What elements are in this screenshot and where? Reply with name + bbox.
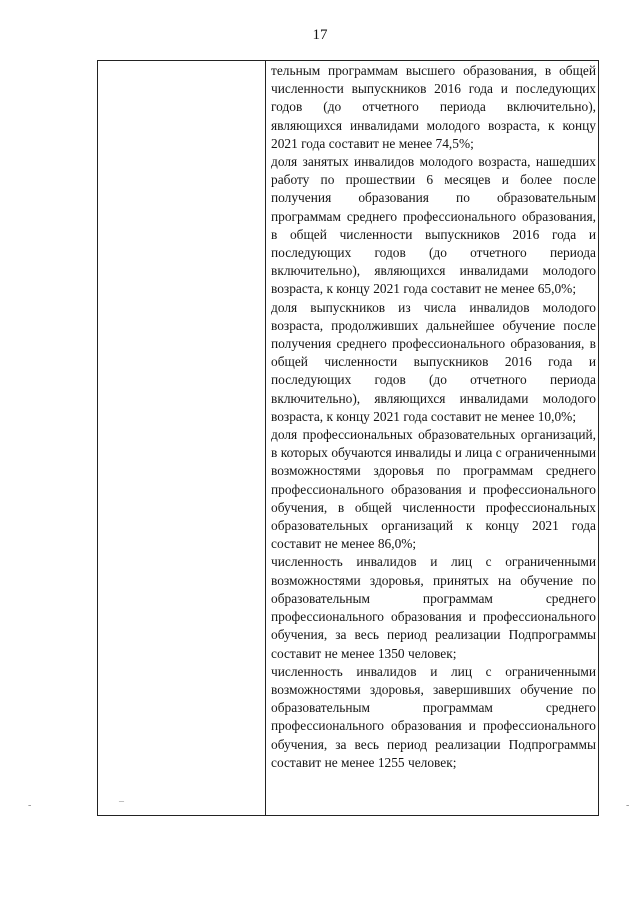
paragraph-graduated-count: численность инвалидов и лиц с ограниченными возможностями здоровья, завершивших обучение по образовательным программам среднего профессионального образования и профессионального обучения, за весь период реализации Подпрограммы составит не менее 1255 человек; — [271, 663, 596, 770]
scan-mark-middle: – — [119, 796, 124, 807]
paragraph-higher-education-share: тельным программам высшего образования, в общей численности выпускников 2016 года и последующих годов (до отчетного периода включительно), являющихся инвалидами молодого возраста, к концу 2021 года составит не менее 74,5%; — [271, 63, 596, 151]
paragraph-organizations-share: доля профессиональных образовательных организаций, в которых обучаются инвалиды и лица с ограниченными возможностями здоровья по программам среднего профессионального образования и профессионального обучения, в общей численности профессиональных образовательных организаций к концу 2021 года составит не менее 86,0%; — [271, 427, 596, 552]
indicators-cell — [271, 62, 596, 772]
paragraph-admitted-count: численность инвалидов и лиц с ограниченными возможностями здоровья, принятых на обучение по образовательным программам среднего профессионального образования и профессионального обучения, за весь период реализации Подпрограммы составит не менее 1350 человек; — [271, 554, 596, 661]
scan-mark-right: - — [626, 800, 630, 811]
paragraph-employed-graduates-share: доля занятых инвалидов молодого возраста, нашедших работу по прошествии 6 месяцев и более после получения образования по образовательным программам среднего профессионального образования, в общей численности выпускников 2016 года и последующих годов (до отчетного периода включительно), являющихся инвалидами молодого возраста, к концу 2021 года составит не менее 65,0%; — [271, 154, 596, 297]
paragraph-continued-education-share: доля выпускников из числа инвалидов молодого возраста, продолживших дальнейшее обучение после получения среднего профессионального образования, в общей численности выпускников 2016 года и последующих годов (до отчетного периода включительно), являющихся инвалидами молодого возраста, к концу 2021 года составит не менее 10,0%; — [271, 299, 596, 424]
program-table — [97, 60, 599, 816]
page-number: 17 — [312, 27, 328, 43]
scan-mark-left: - — [28, 800, 32, 811]
column-divider — [265, 61, 266, 815]
